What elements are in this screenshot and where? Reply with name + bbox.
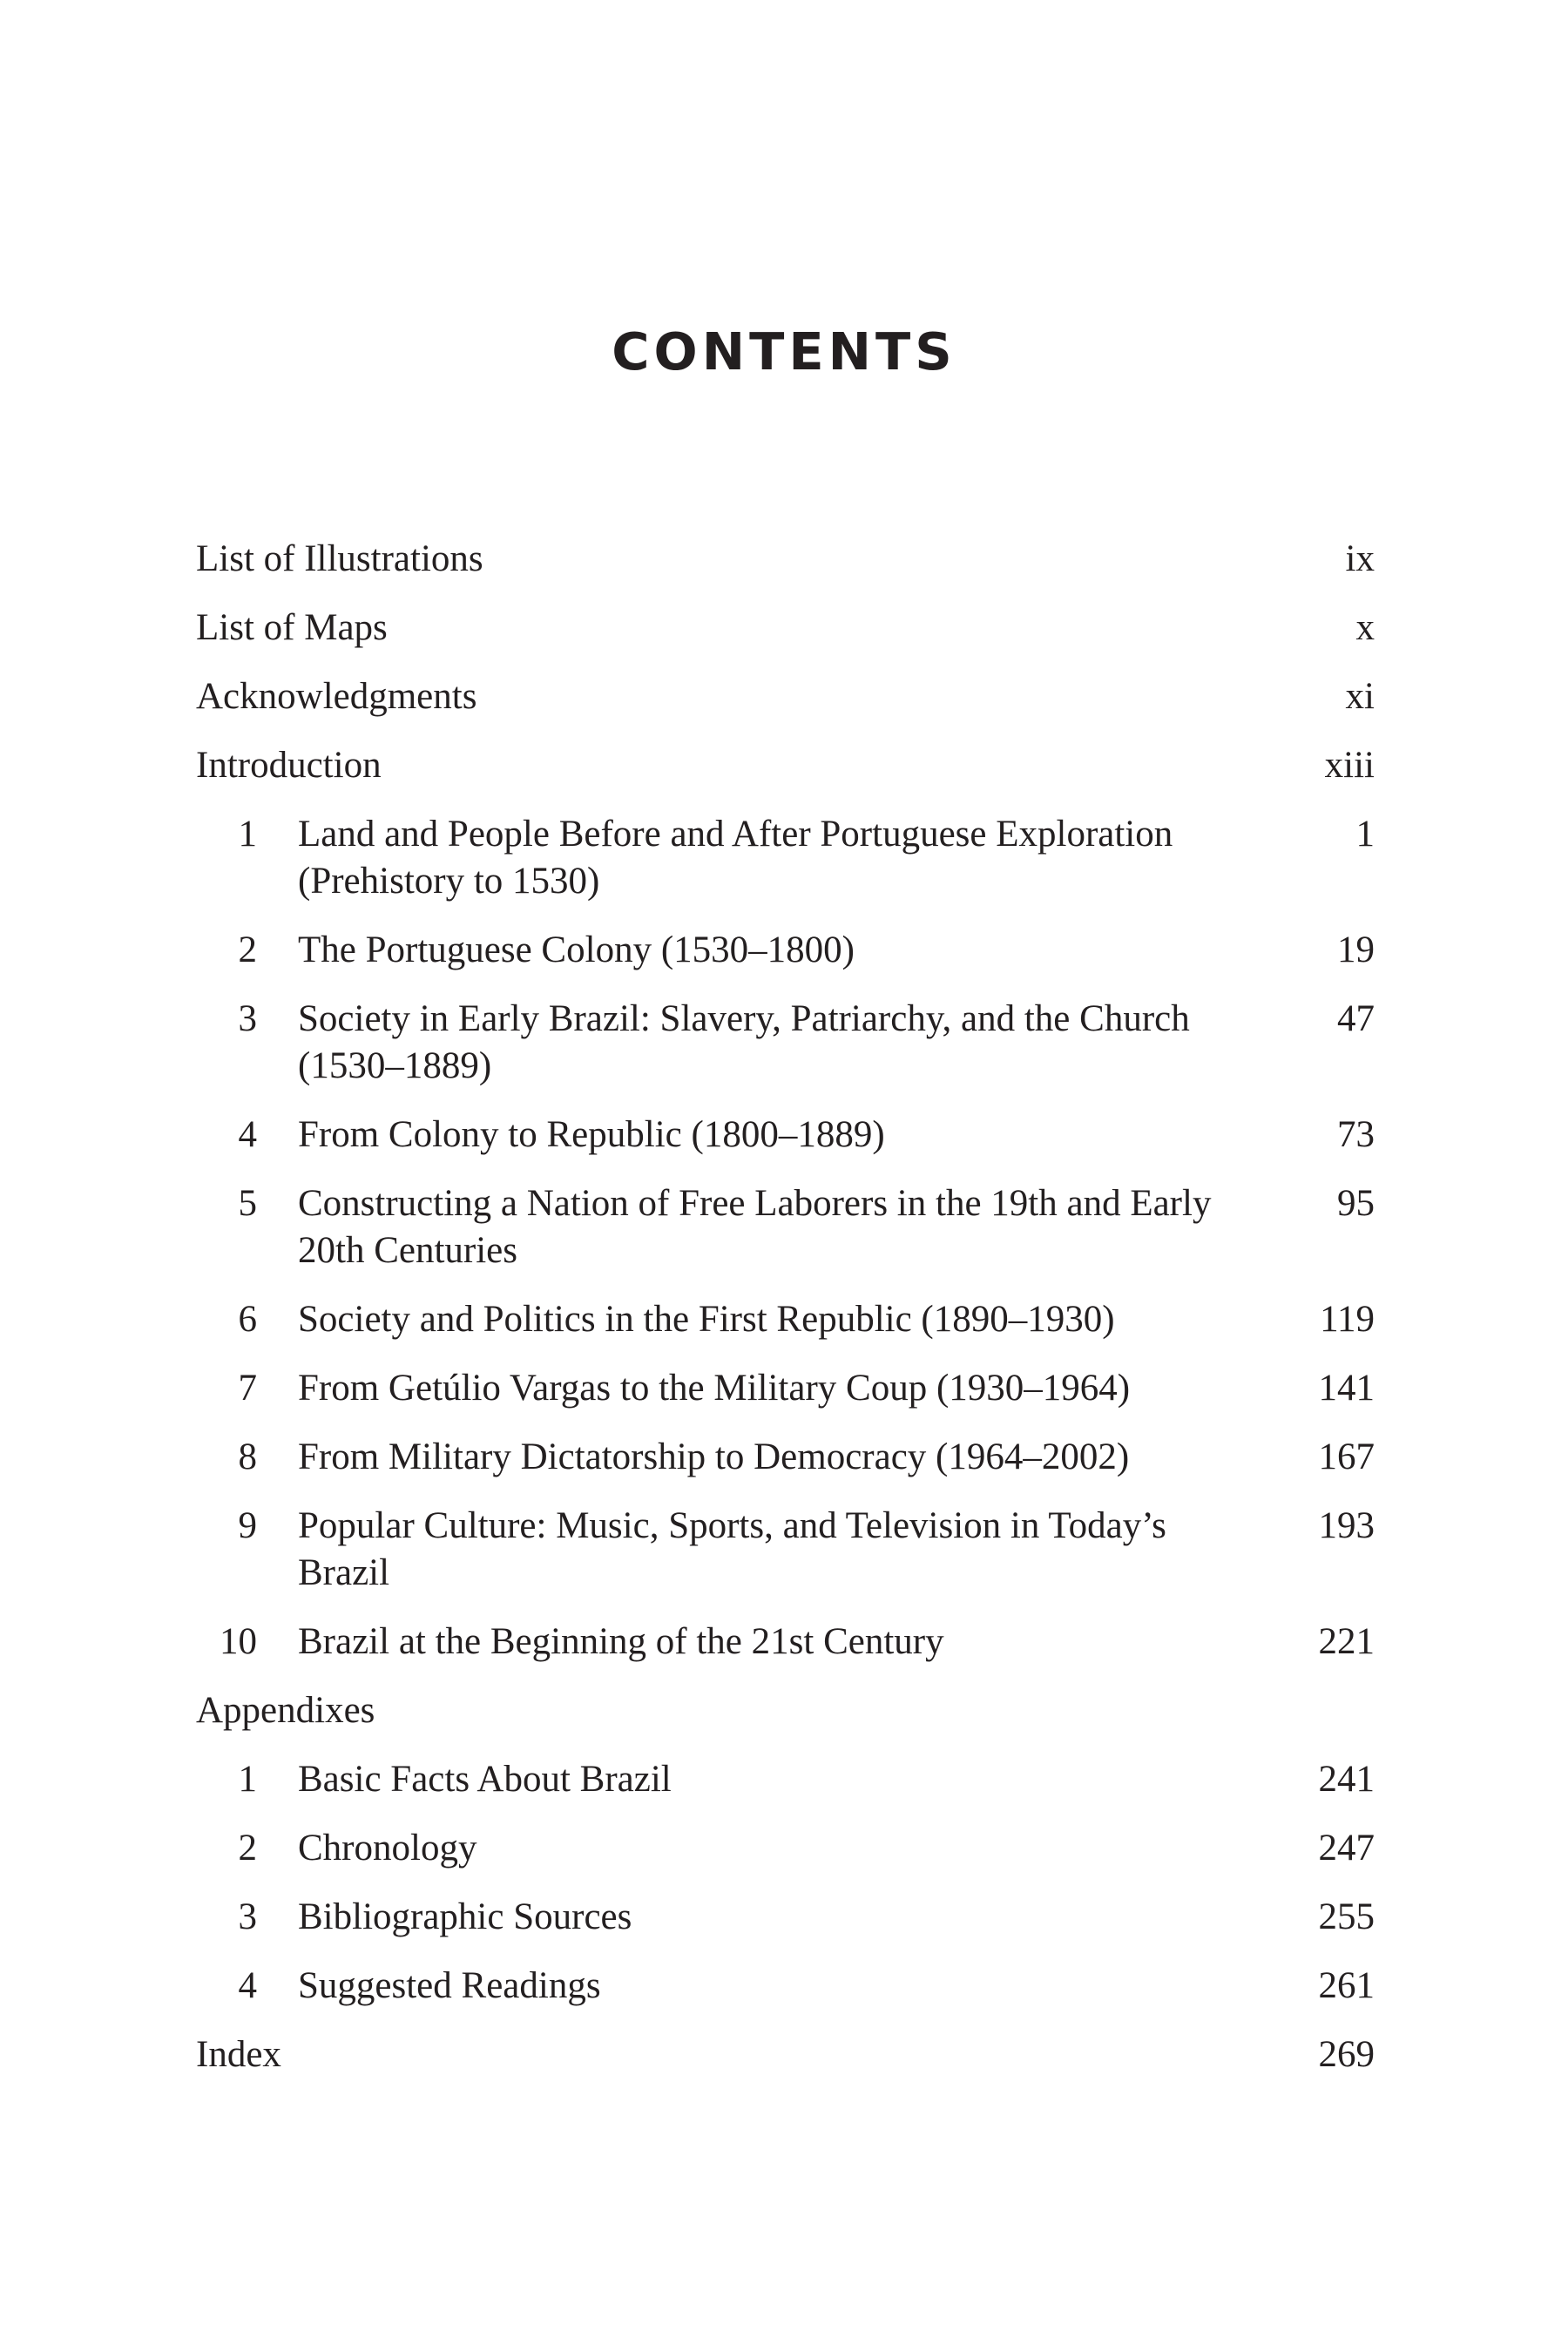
toc-page-number: 269	[1318, 2034, 1375, 2075]
toc-entry-label: Society in Early Brazil: Slavery, Patriarchy, and the Church (1530–1889)	[298, 998, 1190, 1086]
toc-chapter-number: 7	[238, 1368, 257, 1409]
toc-appendix-number: 3	[238, 1896, 257, 1937]
toc-entry-label: Constructing a Nation of Free Laborers in the 19th and Early 20th Centuries	[298, 1183, 1212, 1271]
toc-page-number: 241	[1318, 1759, 1375, 1800]
toc-chapter-number: 1	[238, 814, 257, 855]
toc-entry	[196, 605, 1375, 652]
toc-entry-label: Suggested Readings	[298, 1965, 601, 2006]
toc-entry-label: Index	[196, 2034, 281, 2075]
page-title: contents	[612, 301, 956, 387]
toc-chapter-number: 5	[238, 1183, 257, 1224]
toc-page-number: ix	[1345, 538, 1375, 579]
toc-appendix-number: 4	[238, 1965, 257, 2006]
toc-entry-label: From Colony to Republic (1800–1889)	[298, 1114, 885, 1155]
toc-page-number: 95	[1337, 1183, 1375, 1224]
toc-chapter-entry	[196, 1619, 1375, 1666]
toc-page-number: 47	[1337, 998, 1375, 1039]
toc-appendix-entry	[196, 1825, 1375, 1872]
toc-entry	[196, 673, 1375, 720]
toc-appendix-entry	[196, 1963, 1375, 2010]
toc-entry	[196, 742, 1375, 789]
toc-chapter-number: 2	[238, 929, 257, 970]
toc-page-number: x	[1355, 607, 1375, 648]
toc-page-number: 119	[1320, 1299, 1375, 1340]
toc-appendix-number: 2	[238, 1828, 257, 1869]
toc-appendix-number: 1	[238, 1759, 257, 1800]
toc-page-number: 73	[1337, 1114, 1375, 1155]
toc-chapter-number: 9	[238, 1505, 257, 1546]
toc-page-number: 193	[1318, 1505, 1375, 1546]
toc-chapter-number: 6	[238, 1299, 257, 1340]
toc-entry-label: From Getúlio Vargas to the Military Coup (1930–1964)	[298, 1368, 1131, 1409]
toc-chapter-entry	[196, 1503, 1375, 1597]
table-of-contents	[196, 536, 1375, 2100]
toc-entry-label: Introduction	[196, 745, 382, 786]
toc-entry-label: Land and People Before and After Portuguese Exploration (Prehistory to 1530)	[298, 814, 1173, 902]
toc-chapter-entry	[196, 1365, 1375, 1412]
toc-entry-label: List of Maps	[196, 607, 388, 648]
toc-entry-label: The Portuguese Colony (1530–1800)	[298, 929, 855, 970]
toc-page-number: 141	[1318, 1368, 1375, 1409]
toc-chapter-entry	[196, 1434, 1375, 1481]
toc-appendix-entry	[196, 1756, 1375, 1803]
toc-page-number: 247	[1318, 1828, 1375, 1869]
toc-entry-label: Bibliographic Sources	[298, 1896, 632, 1937]
toc-entry	[196, 2031, 1375, 2078]
toc-entry-label: Acknowledgments	[196, 676, 477, 717]
toc-page-number: 19	[1337, 929, 1375, 970]
toc-entry-label: From Military Dictatorship to Democracy (1964–2002)	[298, 1436, 1130, 1477]
toc-chapter-number: 10	[220, 1621, 257, 1662]
toc-entry-label: Popular Culture: Music, Sports, and Television in Today’s Brazil	[298, 1505, 1166, 1593]
toc-page-number: 261	[1318, 1965, 1375, 2006]
toc-page-number: xi	[1345, 676, 1375, 717]
toc-entry-label: Appendixes	[196, 1690, 375, 1731]
toc-chapter-number: 8	[238, 1436, 257, 1477]
toc-entry-label: Chronology	[298, 1828, 477, 1869]
toc-entry-label: List of Illustrations	[196, 538, 483, 579]
toc-page-number: 1	[1355, 814, 1375, 855]
toc-chapter-entry	[196, 1180, 1375, 1274]
toc-entry-label: Brazil at the Beginning of the 21st Century	[298, 1621, 944, 1662]
toc-page-number: 167	[1318, 1436, 1375, 1477]
toc-chapter-entry	[196, 1112, 1375, 1159]
toc-chapter-entry	[196, 811, 1375, 905]
toc-section-heading	[196, 1687, 1375, 1734]
toc-chapter-number: 3	[238, 998, 257, 1039]
toc-page-number: 221	[1318, 1621, 1375, 1662]
toc-entry	[196, 536, 1375, 583]
toc-chapter-entry	[196, 1296, 1375, 1343]
toc-chapter-number: 4	[238, 1114, 257, 1155]
toc-chapter-entry	[196, 996, 1375, 1090]
toc-page-number: 255	[1318, 1896, 1375, 1937]
toc-appendix-entry	[196, 1894, 1375, 1941]
toc-entry-label: Society and Politics in the First Republic (1890–1930)	[298, 1299, 1115, 1340]
toc-entry-label: Basic Facts About Brazil	[298, 1759, 672, 1800]
toc-page-number: xiii	[1324, 745, 1375, 786]
toc-chapter-entry	[196, 927, 1375, 974]
